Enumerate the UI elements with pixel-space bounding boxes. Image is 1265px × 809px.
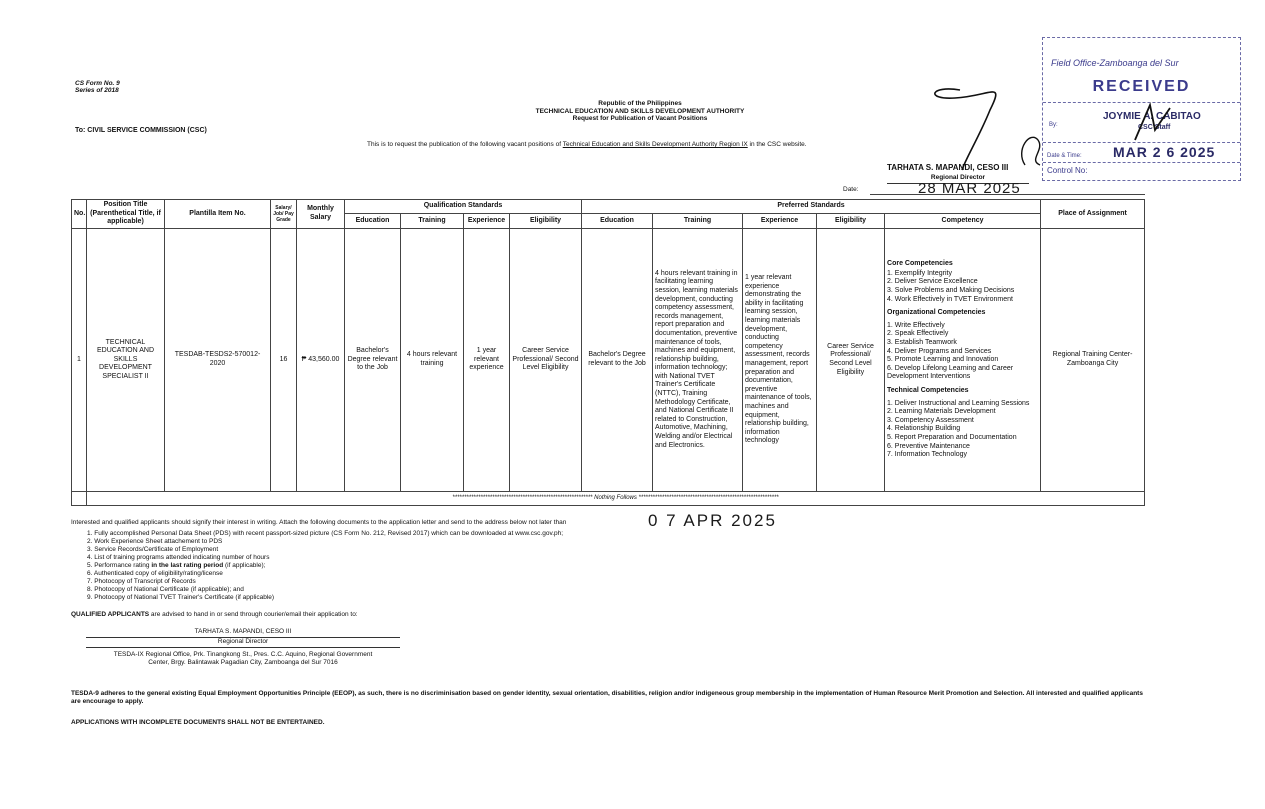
stamp-control-label: Control No: [1047,166,1088,175]
header-place: Place of Assignment [1041,200,1145,229]
header-q-education: Education [345,214,401,229]
signatory-title: Regional Director [930,174,986,181]
signatory-name: TARHATA S. MAPANDI, CESO III [887,163,1009,172]
address-name: TARHATA S. MAPANDI, CESO III [194,628,292,635]
list-item: 1. Fully accomplished Personal Data Sheet (PDS) with recent passport-sized picture (CS Form No. 212, Revised 2017) which can be downloaded at www.csc.gov.ph; [87,530,564,537]
core-competencies-title: Core Competencies [887,260,953,268]
header-preferred-standards: Preferred Standards [582,200,1041,214]
list-item: 3. Service Records/Certificate of Employment [87,546,219,553]
eeop-statement: TESDA-9 adheres to the general existing Equal Employment Opportunities Principle (EEOP), as such, there is no discriminisation based on gender identity, sexual orientation, disabilities, religion and/or indigeneous group membership in the implementation of Human Resource Merit Promotion and Selection. All interested and qualified applicants are encourage to apply. [71,690,1143,705]
item5-bold: in the last rating period [151,562,224,569]
list-item: 7. Photocopy of Transcript of Records [87,578,196,585]
list-item: 3. Solve Problems and Making Decisions [887,287,1015,295]
header-q-eligibility: Eligibility [510,214,582,229]
list-item: 2. Learning Materials Development [887,408,996,416]
item5-prefix: 5. Performance rating [87,562,152,569]
table-row [72,229,1145,492]
request-prefix: This is to request the publication of the following vacant positions of [367,141,563,148]
stamp-by-name: JOYMIE A. CABITAO [1103,111,1201,122]
item5-suffix: (if applicable); [223,562,266,569]
header-position: Position Title (Parenthetical Title, if applicable) [87,200,165,229]
addressee: To: CIVIL SERVICE COMMISSION (CSC) [75,127,207,134]
org-competencies-list [887,322,1038,382]
header-q-training: Training [401,214,464,229]
stamp-by-label: By: [1049,122,1058,128]
list-item: 4. List of training programs attended indicating number of hours [87,554,270,561]
list-item: 1. Exemplify Integrity [887,269,952,277]
list-item: 4. Relationship Building [887,425,961,433]
header-p-training: Training [653,214,743,229]
list-item: 1. Deliver Instructional and Learning Sessions [887,399,1030,407]
request-sentence [367,141,807,148]
cell-place: Regional Training Center-Zamboanga City [1041,229,1145,492]
qualified-applicants-note [71,611,358,618]
tech-competencies-title: Technical Competencies [887,386,969,394]
list-item: 4. Deliver Programs and Services [887,347,992,355]
requirements-list [87,530,563,602]
list-item: 8. Photocopy of National Certificate (if applicable); and [87,586,244,593]
cell-plantilla: TESDAB-TESDS2-570012-2020 [165,229,271,492]
stamp-by-role: CSC Staff [1138,124,1171,131]
qualified-rest: are advised to hand in or send through courier/email their application to: [149,611,358,618]
stamp-initial-scribble [1120,100,1180,150]
list-item: 6. Develop Lifelong Learning and Career Development Interventions [887,364,1014,381]
cell-no: 1 [72,229,87,492]
cell-grade: 16 [271,229,297,492]
cell-q-experience: 1 year relevant experience [464,229,510,492]
header-qualification-standards: Qualification Standards [345,200,582,214]
date-label: Date: [843,186,859,193]
header-no: No. [72,200,87,229]
list-item: 9. Photocopy of National TVET Trainer's Certificate (if applicable) [87,594,275,601]
cell-q-eligibility: Career Service Professional/ Second Level Eligibility [510,229,582,492]
address-office [86,651,400,667]
cell-p-eligibility: Career Service Professional/ Second Level Eligibility [817,229,885,492]
qualified-bold: QUALIFIED APPLICANTS [71,611,150,618]
request-suffix: in the CSC website. [747,141,807,148]
handwritten-deadline: 0 7 APR 2025 [648,511,777,530]
stamp-received: RECEIVED [1092,78,1191,95]
list-item: 2. Speak Effectively [887,330,949,338]
list-item: 1. Write Effectively [887,321,945,329]
cell-p-experience: 1 year relevant experience demonstrating the ability in facilitating learning session, learning materials development, conducting competency assessment, records management, report preparation and documentation, preventive maintenance of tools, machines and equipment, relationship building, information technology [743,229,817,492]
cell-salary: ₱ 43,560.00 [297,229,345,492]
address-line-2 [86,647,400,648]
list-item: 3. Establish Teamwork [887,339,957,347]
address-office-line2: Center, Brgy. Balintawak Pagadian City, Zamboanga del Sur 7016 [148,659,338,666]
list-item [87,562,563,570]
list-item: 3. Competency Assessment [887,416,974,424]
list-item: 2. Deliver Service Excellence [887,278,978,286]
signature-scribble [920,70,1060,180]
list-item: 7. Information Technology [887,451,968,459]
list-item: 2. Work Experience Sheet attachement to PDS [87,538,223,545]
cell-q-training: 4 hours relevant training [401,229,464,492]
instructions-intro: Interested and qualified applicants should signify their interest in writing. Attach the following documents to the application letter and send to the address below not later than [71,519,567,526]
list-item: 5. Report Preparation and Documentation [887,433,1017,441]
core-competencies-list [887,270,1038,304]
document-header [440,100,840,123]
header-plantilla: Plantilla Item No. [165,200,271,229]
list-item: 6. Authenticated copy of eligibility/rating/license [87,570,223,577]
stamp-date-value: MAR 2 6 2025 [1113,144,1216,160]
incomplete-warning: APPLICATIONS WITH INCOMPLETE DOCUMENTS SHALL NOT BE ENTERTAINED. [71,719,325,726]
org-competencies-title: Organizational Competencies [887,309,986,317]
header-agency: TECHNICAL EDUCATION AND SKILLS DEVELOPMENT AUTHORITY [535,107,745,115]
cell-p-education: Bachelor's Degree relevant to the Job [582,229,653,492]
header-p-education: Education [582,214,653,229]
header-request-title: Request for Publication of Vacant Positions [572,115,708,122]
header-p-experience: Experience [743,214,817,229]
vacancy-table [71,199,1145,506]
handwritten-date: 28 MAR 2025 [918,180,1021,197]
list-item: 4. Work Effectively in TVET Environment [887,295,1013,303]
empty-cell [72,492,87,506]
list-item: 5. Promote Learning and Innovation [887,356,999,364]
stamp-divider-3 [1043,162,1240,163]
request-agency: Technical Education and Skills Development Authority Region IX [562,141,748,148]
stamp-date-label: Date & Time: [1047,153,1082,159]
nothing-follows: ************************************************************ Nothing Follows ************************************************************ [87,492,1145,506]
header-q-experience: Experience [464,214,510,229]
form-series: Series of 2018 [75,87,119,94]
header-competency: Competency [885,214,1041,229]
address-office-line1: TESDA-IX Regional Office, Prk. Tinangkong St., Pres. C.C. Aquino, Regional Government [113,651,373,658]
list-item: 6. Preventive Maintenance [887,442,970,450]
header-salary-grade: Salary/ Job/ Pay Grade [271,200,297,229]
address-title: Regional Director [217,638,269,645]
form-number: CS Form No. 9 [75,80,120,87]
header-p-eligibility: Eligibility [817,214,885,229]
cell-position: TECHNICAL EDUCATION AND SKILLS DEVELOPMENT SPECIALIST II [87,229,165,492]
stamp-office: Field Office-Zamboanga del Sur [1051,58,1179,68]
header-monthly-salary: Monthly Salary [297,200,345,229]
cell-q-education: Bachelor's Degree relevant to the Job [345,229,401,492]
header-republic: Republic of the Philippines [598,100,682,107]
tech-competencies-list [887,400,1038,460]
date-line [870,194,1145,195]
cell-competency [885,229,1041,492]
cell-p-training: 4 hours relevant training in facilitating learning session, learning materials development, conducting competency assessment, records management, report preparation and documentation, preventive maintenance of tools, machines and equipment, relationship building, information technology; with National TVET Trainer's Certificate (NTTC), Training Methodology Certificate, and National Certificate II related to Construction, Automotive, Machining, Welding and/or Electrical and Electronics. [653,229,743,492]
